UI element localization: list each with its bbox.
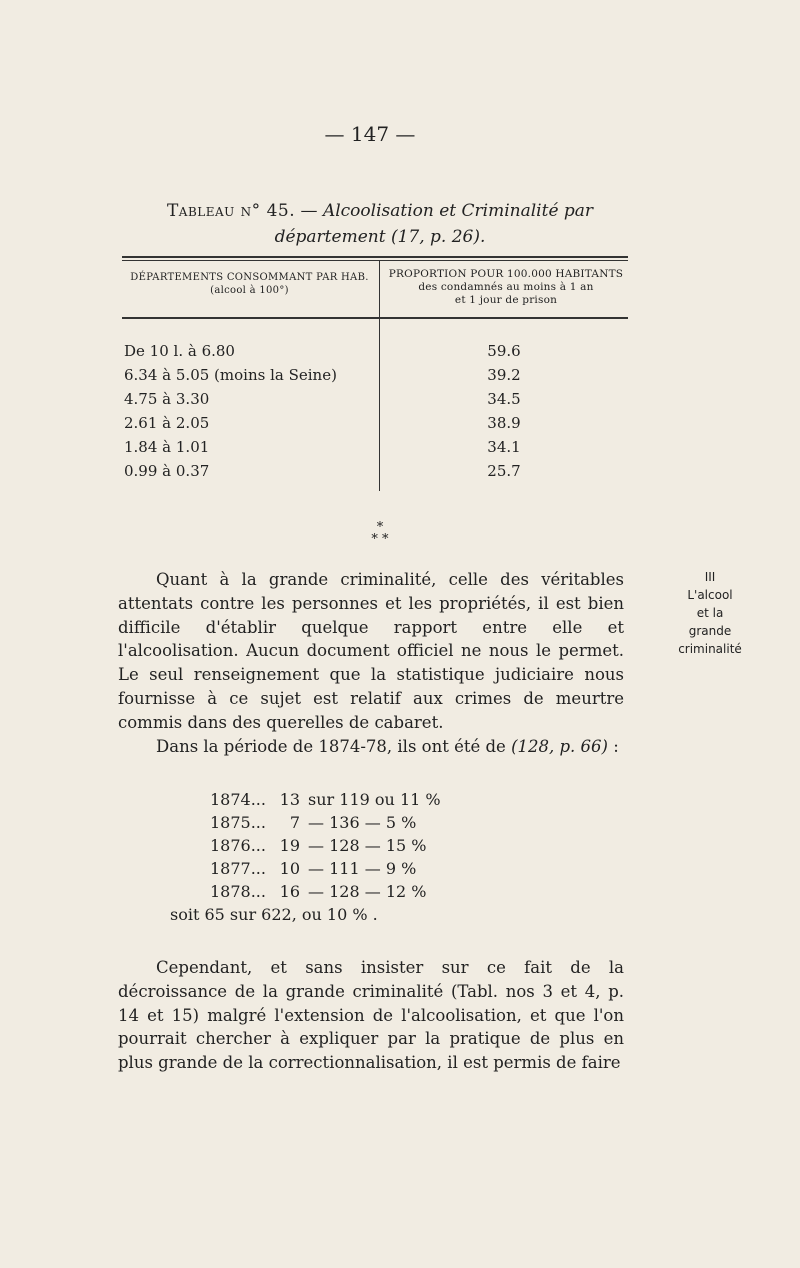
yearly-list xyxy=(170,788,530,926)
body-text-3 xyxy=(118,956,624,1075)
separator: — xyxy=(308,836,324,855)
header-right xyxy=(380,261,628,317)
range-cell: 6.34 à 5.05 (moins la Seine) xyxy=(124,366,337,384)
margin-note-line: et la xyxy=(696,606,724,620)
percent: 5 % xyxy=(385,813,417,832)
header-left-line: DÉPARTEMENTS CONSOMMANT PAR HAB. xyxy=(130,272,369,283)
table-header xyxy=(122,261,628,319)
year-row xyxy=(210,788,530,811)
paragraph-2-prefix: Dans la période de 1874-78, ils ont été de xyxy=(156,736,512,756)
header-right-line: et 1 jour de prison xyxy=(454,294,558,306)
margin-note-line: L'alcool xyxy=(687,588,733,602)
percent: 9 % xyxy=(385,859,417,878)
header-left-line: (alcool à 100°) xyxy=(210,285,289,296)
margin-note-line: grande xyxy=(688,624,732,638)
range-cell: 0.99 à 0.37 xyxy=(124,462,210,480)
title-ref: (17, p. 26). xyxy=(390,227,486,247)
year-row xyxy=(210,834,530,857)
body-text-1 xyxy=(118,568,624,758)
margin-note-line: III xyxy=(704,570,716,584)
range-cell: 1.84 à 1.01 xyxy=(124,438,210,456)
year-row xyxy=(210,811,530,834)
percent: 12 % xyxy=(385,882,427,901)
separator: — xyxy=(308,813,324,832)
year: 1876... xyxy=(210,836,266,855)
separator: — xyxy=(364,836,381,855)
year: 1875... xyxy=(210,813,266,832)
column-values xyxy=(380,319,628,491)
year: 1877... xyxy=(210,859,266,878)
paragraph-2-suffix: : xyxy=(607,736,619,756)
separator: — xyxy=(364,882,381,901)
count: 19 xyxy=(279,836,300,855)
paragraph-3: Cependant, et sans insister sur ce fait de la décroissance de la grande criminalité (Tabl. nos 3 et 4, p. 14 et 15) malgré l'extension de l'alcoolisation, et que l'on pourrait chercher à expliquer par la pratique de plus en plus grande de la correctionnalisation, il est permis de faire xyxy=(118,958,624,1073)
total: 128 xyxy=(329,836,360,855)
value-cell: 39.2 xyxy=(487,366,521,384)
count: 7 xyxy=(289,813,300,832)
table-label: Tableau n° 45. xyxy=(166,201,296,221)
table-title xyxy=(120,198,640,250)
total: 128 xyxy=(329,882,360,901)
title-italic: Alcoolisation et Criminalité par xyxy=(322,201,594,221)
separator: — xyxy=(308,859,324,878)
value-cell: 25.7 xyxy=(487,462,521,480)
paragraph-1: Quant à la grande criminalité, celle des véritables attentats contre les personnes et les propriétés, il est bien difficile d'établir quelque rapport entre elle et l'alcoolisation. Aucun document officiel ne nous le permet. Le seul renseignement que la statistique judiciaire nous fournisse à ce sujet est relatif aux crimes de meurtre commis dans des querelles de cabaret. xyxy=(118,570,624,732)
separator: — xyxy=(364,813,381,832)
percent: 15 % xyxy=(385,836,427,855)
year-row xyxy=(210,880,530,903)
header-right-line: PROPORTION POUR 100.000 HABITANTS xyxy=(388,268,624,280)
total: 136 xyxy=(329,813,360,832)
title-line2: département xyxy=(274,227,386,247)
count: 10 xyxy=(279,859,300,878)
separator: ou xyxy=(374,790,395,809)
total-line: soit 65 sur 622, ou 10 % . xyxy=(170,905,378,924)
separator: — xyxy=(364,859,381,878)
year: 1878... xyxy=(210,882,266,901)
range-cell: 2.61 à 2.05 xyxy=(124,414,210,432)
range-cell: 4.75 à 3.30 xyxy=(124,390,210,408)
separator: sur xyxy=(308,790,335,809)
paragraph-2 xyxy=(118,735,624,759)
value-cell: 59.6 xyxy=(487,342,521,360)
year-row xyxy=(210,857,530,880)
margin-note-line: criminalité xyxy=(678,642,742,656)
margin-note xyxy=(670,568,750,658)
table-body xyxy=(122,319,628,491)
value-cell: 38.9 xyxy=(487,414,521,432)
percent: 11 % xyxy=(399,790,441,809)
title-dash: — xyxy=(295,201,323,221)
total: 119 xyxy=(339,790,370,809)
header-left xyxy=(122,261,380,317)
total: 111 xyxy=(329,859,360,878)
value-cell: 34.5 xyxy=(487,390,521,408)
page-number: — 147 — xyxy=(324,122,416,146)
table-top-rule xyxy=(122,256,628,258)
paragraph-2-ref: (128, p. 66) xyxy=(511,736,608,756)
data-table xyxy=(122,256,628,491)
count: 13 xyxy=(279,790,300,809)
range-cell: De 10 l. à 6.80 xyxy=(124,342,235,360)
value-cell: 34.1 xyxy=(487,438,521,456)
header-right-line: des condamnés au moins à 1 an xyxy=(418,281,594,293)
count: 16 xyxy=(279,882,300,901)
asterism-separator xyxy=(350,522,410,546)
asterism-bottom: * * xyxy=(371,532,389,547)
year: 1874... xyxy=(210,790,266,809)
column-ranges xyxy=(122,319,380,491)
asterism-top: * xyxy=(376,520,384,535)
separator: — xyxy=(308,882,324,901)
